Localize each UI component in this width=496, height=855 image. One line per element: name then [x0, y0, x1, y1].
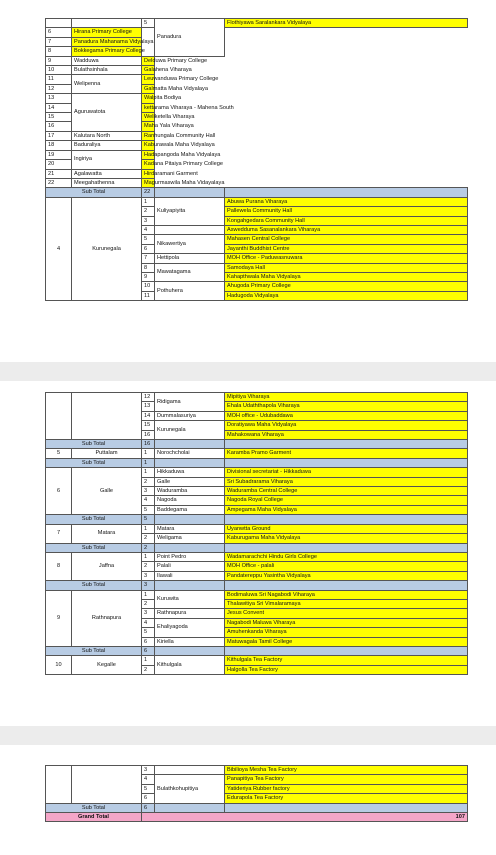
center-name: Doratiyawa Maha Vidyalaya — [225, 421, 468, 430]
center-name: Nagabodi Maluwa Viharaya — [225, 618, 468, 627]
center-number: 5 — [142, 19, 155, 28]
center-number: 2 — [142, 477, 155, 486]
subtotal-blank-cell — [225, 440, 468, 449]
table-row — [46, 766, 468, 775]
document-page-2 — [0, 381, 496, 726]
center-name: Kongahgedara Community Hall — [225, 216, 468, 225]
subtotal-row — [46, 440, 468, 449]
center-name: Flothiyawa Saralankara Vidyalaya — [225, 19, 468, 28]
center-name: Matuwagala Tamil College — [225, 637, 468, 646]
center-number: 14 — [46, 103, 72, 112]
table-row — [46, 141, 468, 150]
table-row — [46, 656, 468, 665]
district-number: 9 — [46, 590, 72, 646]
division-name: Matara — [155, 524, 225, 533]
table-row — [46, 66, 468, 75]
district-number — [46, 19, 72, 28]
subtotal-blank-cell — [225, 515, 468, 524]
subtotal-label: Sub Total — [46, 581, 142, 590]
center-name: Amuhenkanda Viharaya — [225, 628, 468, 637]
center-name: Aswedduma Sasanalankara Viharaya — [225, 225, 468, 234]
subtotal-value: 22 — [142, 188, 155, 197]
grand-total-label: Grand Total — [46, 813, 142, 822]
center-number: 6 — [142, 244, 155, 253]
center-name: Delduwa Primary College — [142, 56, 155, 65]
subtotal-label: Sub Total — [46, 515, 142, 524]
center-number: 2 — [142, 665, 155, 674]
center-number: 4 — [142, 496, 155, 505]
center-number: 10 — [142, 282, 155, 291]
center-name: Weliketella Viharaya — [142, 113, 155, 122]
grand-total-row — [46, 813, 468, 822]
center-number: 1 — [142, 590, 155, 599]
center-name: MOH Office - Paduwasnuwara — [225, 254, 468, 263]
division-name: Agalawatta — [72, 169, 142, 178]
subtotal-value: 1 — [142, 458, 155, 467]
division-name: Galle — [155, 477, 225, 486]
center-number: 16 — [46, 122, 72, 131]
subtotal-blank-cell — [225, 646, 468, 655]
center-name: Hadapangoda Maha Vidyalaya — [142, 150, 155, 159]
center-number: 10 — [46, 66, 72, 75]
subtotal-blank-cell — [155, 581, 225, 590]
subtotal-row — [46, 543, 468, 552]
district-name: Kurunegala — [72, 197, 142, 300]
table-row — [46, 150, 468, 159]
center-number: 4 — [142, 225, 155, 234]
district-name — [72, 19, 142, 28]
subtotal-blank-cell — [155, 515, 225, 524]
center-name: Divisional secretariat - Hikkaduwa — [225, 468, 468, 477]
division-name: Kithulgala — [155, 656, 225, 675]
table-row — [46, 393, 468, 402]
center-number: 19 — [46, 150, 72, 159]
center-name: Yatideriya Rubber factory — [225, 784, 468, 793]
subtotal-blank-cell — [155, 458, 225, 467]
center-name: Panadura Mahanama Vidyalaya — [72, 37, 142, 46]
division-name: Welipenna — [72, 75, 142, 94]
division-name: Rathnapura — [155, 609, 225, 618]
district-number — [46, 766, 72, 804]
division-name: Aguruwatota — [72, 94, 142, 132]
table-row — [46, 590, 468, 599]
subtotal-blank-cell — [225, 803, 468, 812]
subtotal-label: Sub Total — [46, 188, 142, 197]
subtotal-row — [46, 458, 468, 467]
center-number: 11 — [46, 75, 72, 84]
document-page-1 — [0, 0, 496, 362]
center-name: Bokkegama Primary College — [72, 47, 142, 56]
center-name: Bodimaluwa Sri Nagabodi Viharaya — [225, 590, 468, 599]
subtotal-value: 3 — [142, 581, 155, 590]
subtotal-row — [46, 515, 468, 524]
center-number: 13 — [142, 402, 155, 411]
subtotal-row — [46, 581, 468, 590]
division-name: Meegahathenna — [72, 178, 142, 187]
center-number: 6 — [142, 637, 155, 646]
subtotal-blank-cell — [225, 543, 468, 552]
center-number: 21 — [46, 169, 72, 178]
subtotal-value: 6 — [142, 803, 155, 812]
table-row — [46, 75, 468, 84]
table-row — [46, 37, 468, 46]
center-number: 15 — [142, 421, 155, 430]
center-number: 1 — [142, 468, 155, 477]
center-name: Thalawitiya Sri Vimalaramaya — [225, 599, 468, 608]
center-number: 1 — [142, 656, 155, 665]
subtotal-blank-cell — [225, 581, 468, 590]
center-number: 2 — [142, 599, 155, 608]
table-row — [46, 197, 468, 206]
center-number: 4 — [142, 618, 155, 627]
subtotal-blank-cell — [155, 543, 225, 552]
division-name: Ingiriya — [72, 150, 142, 169]
center-number: 4 — [142, 775, 155, 784]
center-number: 13 — [46, 94, 72, 103]
division-name: Palali — [155, 562, 225, 571]
subtotal-value: 6 — [142, 646, 155, 655]
district-number: 6 — [46, 468, 72, 515]
district-name: Jaffna — [72, 552, 142, 580]
center-number: 3 — [142, 571, 155, 580]
division-name: Ehaliyagoda — [155, 618, 225, 637]
center-name: Walpita Bodiya — [142, 94, 155, 103]
center-name: Uyanwtta Ground — [225, 524, 468, 533]
subtotal-blank-cell — [155, 646, 225, 655]
table-row — [46, 524, 468, 533]
center-name: Sri Subadrarama Viharaya — [225, 477, 468, 486]
table-row — [46, 449, 468, 458]
center-number: 16 — [142, 430, 155, 439]
district-name: Matara — [72, 524, 142, 543]
center-name: Panapitiya Tea Factory — [225, 775, 468, 784]
division-name: Hikkaduwa — [155, 468, 225, 477]
subtotal-label: Sub Total — [46, 458, 142, 467]
center-name: Kaburugama Maha Vidyalaya — [225, 534, 468, 543]
center-number: 17 — [46, 131, 72, 140]
center-name: Hirana Primary College — [72, 28, 142, 37]
center-number: 8 — [46, 47, 72, 56]
division-name: Panadura — [155, 19, 225, 57]
center-number: 7 — [142, 254, 155, 263]
subtotal-label: Sub Total — [46, 440, 142, 449]
division-name: Ilawali — [155, 571, 225, 580]
center-number: 12 — [46, 84, 72, 93]
center-number: 8 — [142, 263, 155, 272]
division-name: Ridigama — [155, 393, 225, 412]
center-number: 5 — [142, 628, 155, 637]
subtotal-row — [46, 188, 468, 197]
division-name: Pothuhera — [155, 282, 225, 301]
district-name: Kegalle — [72, 656, 142, 675]
subtotal-blank-cell — [225, 458, 468, 467]
division-name: Baddegama — [155, 505, 225, 514]
center-name: Ranhungala Community Hall — [142, 131, 155, 140]
division-name: Nikawertiya — [155, 235, 225, 254]
center-name: Galmatta Maha Vidyalaya — [142, 84, 155, 93]
center-name: Mipitiya Viharaya — [225, 393, 468, 402]
center-number: 3 — [142, 216, 155, 225]
table-row — [46, 178, 468, 187]
center-number: 6 — [46, 28, 72, 37]
center-name: MOH office - Udubaddawa — [225, 411, 468, 420]
center-number: 12 — [142, 393, 155, 402]
center-name: Ehala Udaththapola Viharaya — [225, 402, 468, 411]
center-number: 1 — [142, 524, 155, 533]
center-number: 3 — [142, 766, 155, 775]
center-name: Halgolla Tea Factory — [225, 665, 468, 674]
grand-total-value: 107 — [142, 813, 468, 822]
table-row — [46, 552, 468, 561]
division-name: Kurunegala — [155, 421, 225, 440]
district-number: 7 — [46, 524, 72, 543]
division-name — [155, 766, 225, 775]
division-name: Waduramba — [155, 487, 225, 496]
subtotal-label: Sub Total — [46, 803, 142, 812]
center-name: MOH Office - palali — [225, 562, 468, 571]
center-name: Kahapthwala Maha Vidyalaya — [225, 272, 468, 281]
center-number: 15 — [46, 113, 72, 122]
center-number: 1 — [142, 552, 155, 561]
table-row — [46, 56, 468, 65]
table-row — [46, 131, 468, 140]
district-number: 5 — [46, 449, 72, 458]
division-name: Bulathkohupitiya — [155, 775, 225, 803]
center-number: 6 — [142, 794, 155, 803]
division-name: Bulathsinhala — [72, 66, 142, 75]
center-number: 1 — [142, 197, 155, 206]
district-number — [46, 393, 72, 440]
center-name: Mahakowana Viharaya — [225, 430, 468, 439]
center-name: Ahugoda Primary College — [225, 282, 468, 291]
division-name: Kuruwita — [155, 590, 225, 609]
centers-table-page-2 — [45, 392, 468, 675]
table-row — [46, 19, 468, 28]
division-name: Mawatagama — [155, 263, 225, 282]
center-name: Kithulgala Tea Factory — [225, 656, 468, 665]
center-name: Abuwa Purana Viharaya — [225, 197, 468, 206]
division-name: Hettipola — [155, 254, 225, 263]
center-number: 14 — [142, 411, 155, 420]
center-name: Magurmaswila Maha Vidayalaya — [142, 178, 155, 187]
center-number: 9 — [46, 56, 72, 65]
center-number: 5 — [142, 505, 155, 514]
center-number: 2 — [142, 534, 155, 543]
center-name: Edurapola Tea Factory — [225, 794, 468, 803]
table-row — [46, 94, 468, 103]
division-name: Norochcholai — [155, 449, 225, 458]
center-number: 3 — [142, 609, 155, 618]
center-name: Samodaya Hall — [225, 263, 468, 272]
table-row — [46, 169, 468, 178]
center-name: Leuwanduwa Primary College — [142, 75, 155, 84]
center-name: Wadamarachchi Hindu Girls College — [225, 552, 468, 561]
center-number: 1 — [142, 449, 155, 458]
center-number: 20 — [46, 160, 72, 169]
table-row — [46, 28, 468, 37]
center-name: Mahasen Central College — [225, 235, 468, 244]
center-number: 18 — [46, 141, 72, 150]
center-number: 11 — [142, 291, 155, 300]
subtotal-blank-cell — [155, 803, 225, 812]
center-name: Pandatereppu Yasintha Vidyalaya — [225, 571, 468, 580]
center-name: Pallewela Community Hall — [225, 207, 468, 216]
center-name: kettarama Viharaya - Mahena South — [142, 103, 155, 112]
district-number: 4 — [46, 197, 72, 300]
district-name — [72, 766, 142, 804]
table-row — [46, 47, 468, 56]
subtotal-blank-cell — [225, 188, 468, 197]
division-name: Dummalasuriya — [155, 411, 225, 420]
division-name: Point Pedro — [155, 552, 225, 561]
division-name: Weligama — [155, 534, 225, 543]
center-name: Maha Yala Viharaya — [142, 122, 155, 131]
center-number: 3 — [142, 487, 155, 496]
center-name: Karamba Pramo Garment — [225, 449, 468, 458]
center-number: 5 — [142, 784, 155, 793]
center-number: 9 — [142, 272, 155, 281]
centers-table-page-3 — [45, 765, 468, 822]
division-name: Wadduwa — [72, 56, 142, 65]
subtotal-blank-cell — [155, 440, 225, 449]
centers-table-page-1 — [45, 18, 468, 301]
center-name: Jayanthi Buddhist Centre — [225, 244, 468, 253]
document-page-3 — [0, 745, 496, 855]
center-name: Bibilioya Mesha Tea Factory — [225, 766, 468, 775]
center-number: 22 — [46, 178, 72, 187]
district-name: Galle — [72, 468, 142, 515]
division-name — [155, 225, 225, 234]
division-name: Kalutara North — [72, 131, 142, 140]
district-number: 10 — [46, 656, 72, 675]
subtotal-row — [46, 803, 468, 812]
subtotal-row — [46, 646, 468, 655]
center-number: 2 — [142, 562, 155, 571]
subtotal-label: Sub Total — [46, 646, 142, 655]
subtotal-value: 2 — [142, 543, 155, 552]
district-name: Puttalam — [72, 449, 142, 458]
center-name: Hirdaramani Garment — [142, 169, 155, 178]
division-name: Kuliyapiyita — [155, 197, 225, 225]
center-name: Kadana Pitaiya Primary College — [142, 160, 155, 169]
center-name: Galahena Viharaya — [142, 66, 155, 75]
division-name: Kiriella — [155, 637, 225, 646]
subtotal-value: 16 — [142, 440, 155, 449]
table-row — [46, 468, 468, 477]
district-number: 8 — [46, 552, 72, 580]
center-name: Waduramba Central College — [225, 487, 468, 496]
district-name: Rathnapura — [72, 590, 142, 646]
division-name: Nagoda — [155, 496, 225, 505]
subtotal-value: 5 — [142, 515, 155, 524]
subtotal-blank-cell — [155, 188, 225, 197]
center-name: Ampegama Maha Vidyalaya — [225, 505, 468, 514]
center-name: Hadugoda Vidyalaya — [225, 291, 468, 300]
subtotal-label: Sub Total — [46, 543, 142, 552]
center-number: 5 — [142, 235, 155, 244]
center-name: Nagoda Royal College — [225, 496, 468, 505]
center-number: 7 — [46, 37, 72, 46]
center-name: Kaburawala Maha Vidyalaya — [142, 141, 155, 150]
division-name: Baduraliya — [72, 141, 142, 150]
center-number: 2 — [142, 207, 155, 216]
center-name: Jesus Convent — [225, 609, 468, 618]
district-name — [72, 393, 142, 440]
